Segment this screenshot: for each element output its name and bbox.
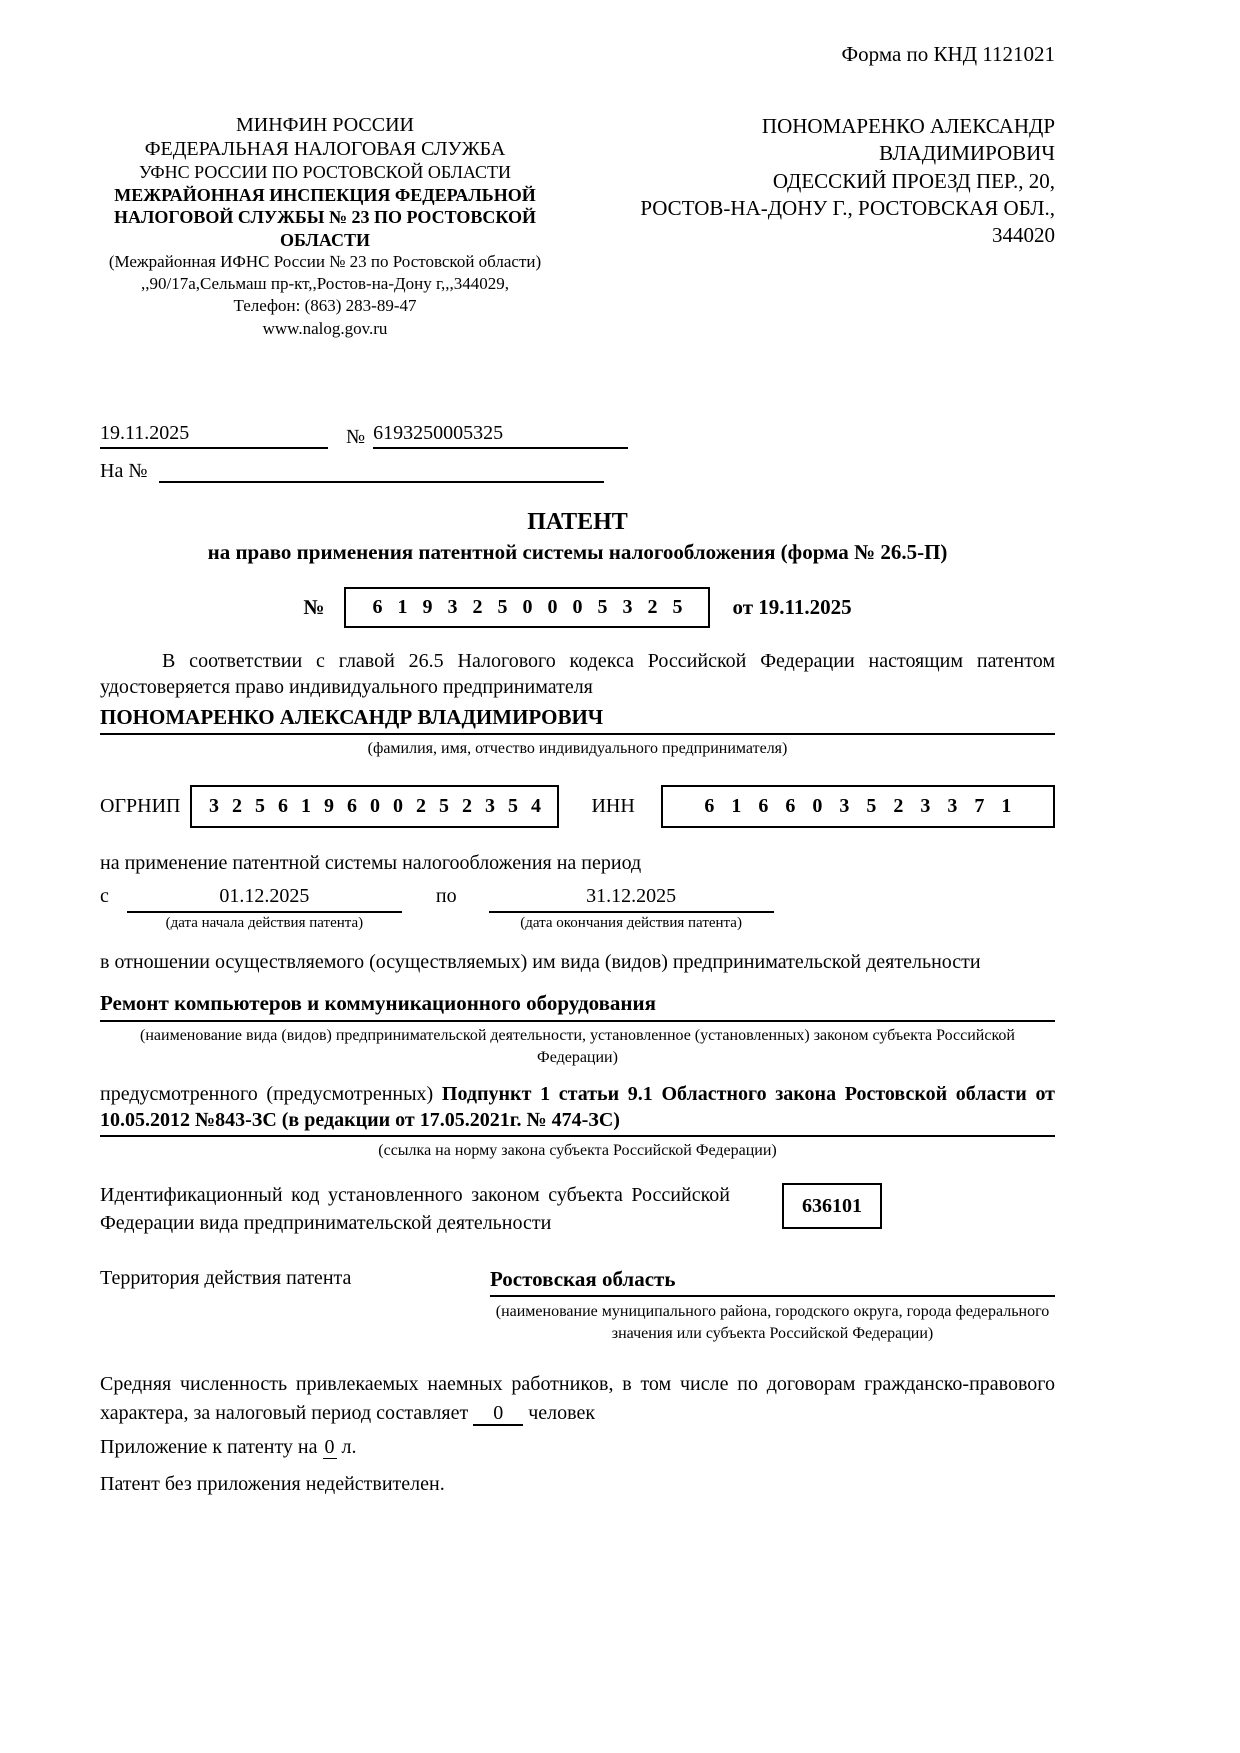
- id-code-row: [100, 1181, 1055, 1237]
- entrepreneur-name-caption: (фамилия, имя, отчество индивидуального предпринимателя): [367, 739, 788, 757]
- issuer-website: www.nalog.gov.ru: [262, 318, 388, 338]
- reference-number-sign: №: [346, 425, 366, 448]
- period-end-field: [489, 885, 774, 932]
- activity-name: Ремонт компьютеров и коммуникационного оборудования: [100, 991, 1055, 1022]
- attachment-text-2: л.: [341, 1436, 357, 1459]
- reference-date: 19.11.2025: [100, 422, 328, 449]
- period-end-date: 31.12.2025: [489, 885, 774, 913]
- patent-number-row: [100, 587, 1055, 628]
- codes-row: [100, 785, 1055, 828]
- period-to-label: по: [435, 885, 457, 908]
- issuer-phone: Телефон: (863) 283-89-47: [233, 296, 417, 316]
- ogrnip-label: ОГРНИП: [100, 795, 181, 818]
- law-reference: Подпункт 1 статьи 9.1 Областного закона Ростовской области от 10.05.2012 №843-ЗС (в редакции от 17.05.2021г. № 474-ЗС): [100, 1082, 1056, 1131]
- validity-note: Патент без приложения недействителен.: [100, 1473, 445, 1496]
- reference-block: [100, 422, 1055, 483]
- inn-label: ИНН: [591, 795, 635, 818]
- patent-number-sign: №: [303, 594, 325, 619]
- ogrnip-value: 3 2 5 6 1 9 6 0 0 2 5 2 3 5 4: [190, 785, 559, 828]
- period-dates-row: [100, 885, 1055, 932]
- period-intro: на применение патентной системы налогообложения на период: [100, 852, 642, 875]
- reply-reference-label: На №: [100, 459, 148, 482]
- recipient-city: РОСТОВ-НА-ДОНУ Г., РОСТОВСКАЯ ОБЛ.,: [640, 195, 1055, 220]
- form-knd-code: Форма по КНД 1121021: [841, 42, 1055, 66]
- reference-row: [100, 422, 1055, 449]
- attachment-paragraph: [100, 1436, 1055, 1459]
- territory-field: [490, 1267, 1055, 1344]
- employees-text-1: Средняя численность привлекаемых наемных работников, в том числе по договорам гражданско-правового характера, за налоговый период составляет: [100, 1373, 1055, 1425]
- issuer-line-ufns: УФНС РОССИИ ПО РОСТОВСКОЙ ОБЛАСТИ: [138, 161, 512, 182]
- inn-value: 6 1 6 6 0 3 5 2 3 3 7 1: [661, 785, 1055, 828]
- period-start-field: [127, 885, 402, 932]
- attachment-sheets-count: 0: [324, 1436, 335, 1459]
- employees-count: 0: [473, 1402, 523, 1426]
- recipient-block: [595, 113, 1055, 340]
- employees-text-2: человек: [528, 1402, 596, 1425]
- patent-issue-date: от 19.11.2025: [732, 594, 852, 619]
- patent-number-digits: 6 1 9 3 2 5 0 0 0 5 3 2 5: [344, 587, 710, 628]
- period-from-label: с: [100, 885, 109, 908]
- recipient-name-line1: ПОНОМАРЕНКО АЛЕКСАНДР: [761, 114, 1055, 138]
- issuer-line-inspection: МЕЖРАЙОННАЯ ИНСПЕКЦИЯ ФЕДЕРАЛЬНОЙ НАЛОГОВОЙ СЛУЖБЫ № 23 ПО РОСТОВСКОЙ ОБЛАСТИ: [113, 184, 537, 250]
- issuer-address: ,,90/17а,Сельмаш пр-кт,,Ростов-на-Дону г,,,344029,: [140, 274, 509, 294]
- law-caption: (ссылка на норму закона субъекта Российской Федерации): [378, 1141, 777, 1159]
- issuer-line-fns: ФЕДЕРАЛЬНАЯ НАЛОГОВАЯ СЛУЖБА: [144, 138, 506, 161]
- issuer-line-inspection-short: (Межрайонная ИФНС России № 23 по Ростовской области): [108, 252, 542, 272]
- employees-paragraph: [100, 1370, 1055, 1428]
- law-paragraph: [100, 1081, 1055, 1137]
- recipient-name-line2: ВЛАДИМИРОВИЧ: [879, 141, 1055, 166]
- reference-number: 6193250005325: [373, 422, 628, 449]
- recipient-street: ОДЕССКИЙ ПРОЕЗД ПЕР., 20,: [772, 168, 1055, 193]
- period-start-caption: (дата начала действия патента): [165, 915, 364, 932]
- territory-caption: (наименование муниципального района, городского округа, города федерального значения или субъекта Российской Федерации): [495, 1303, 1050, 1342]
- territory-label: Территория действия патента: [100, 1267, 352, 1290]
- territory-row: [100, 1267, 1055, 1344]
- document-header: [100, 113, 1055, 340]
- issuer-block: [100, 113, 550, 340]
- attachment-text-1: Приложение к патенту на: [100, 1436, 318, 1459]
- territory-value: Ростовская область: [490, 1267, 1055, 1297]
- document-subtitle: на право применения патентной системы налогообложения (форма № 26.5-П): [207, 539, 948, 564]
- law-prefix: предусмотренного (предусмотренных): [100, 1082, 434, 1105]
- id-code-value: 636101: [782, 1183, 882, 1229]
- activity-intro: в отношении осуществляемого (осуществляемых) им вида (видов) предпринимательской деятельности: [100, 951, 981, 974]
- entrepreneur-name: ПОНОМАРЕНКО АЛЕКСАНДР ВЛАДИМИРОВИЧ: [100, 705, 1055, 735]
- document-title: ПАТЕНТ: [527, 508, 628, 535]
- reply-reference-blank: [159, 455, 604, 483]
- id-code-label: Идентификационный код установленного законом субъекта Российской Федерации вида предпринимательской деятельности: [100, 1184, 730, 1235]
- reply-reference-row: [100, 455, 1055, 483]
- intro-paragraph: В соответствии с главой 26.5 Налогового кодекса Российской Федерации настоящим патентом удостоверяется право индивидуального предпринимателя: [100, 649, 1055, 699]
- period-start-date: 01.12.2025: [127, 885, 402, 913]
- recipient-postcode: 344020: [992, 223, 1055, 248]
- period-end-caption: (дата окончания действия патента): [520, 915, 742, 932]
- activity-caption: (наименование вида (видов) предпринимательской деятельности, установленное (установленных) законом субъекта Российской Федерации): [140, 1027, 1015, 1066]
- issuer-line-minfin: МИНФИН РОССИИ: [236, 114, 414, 136]
